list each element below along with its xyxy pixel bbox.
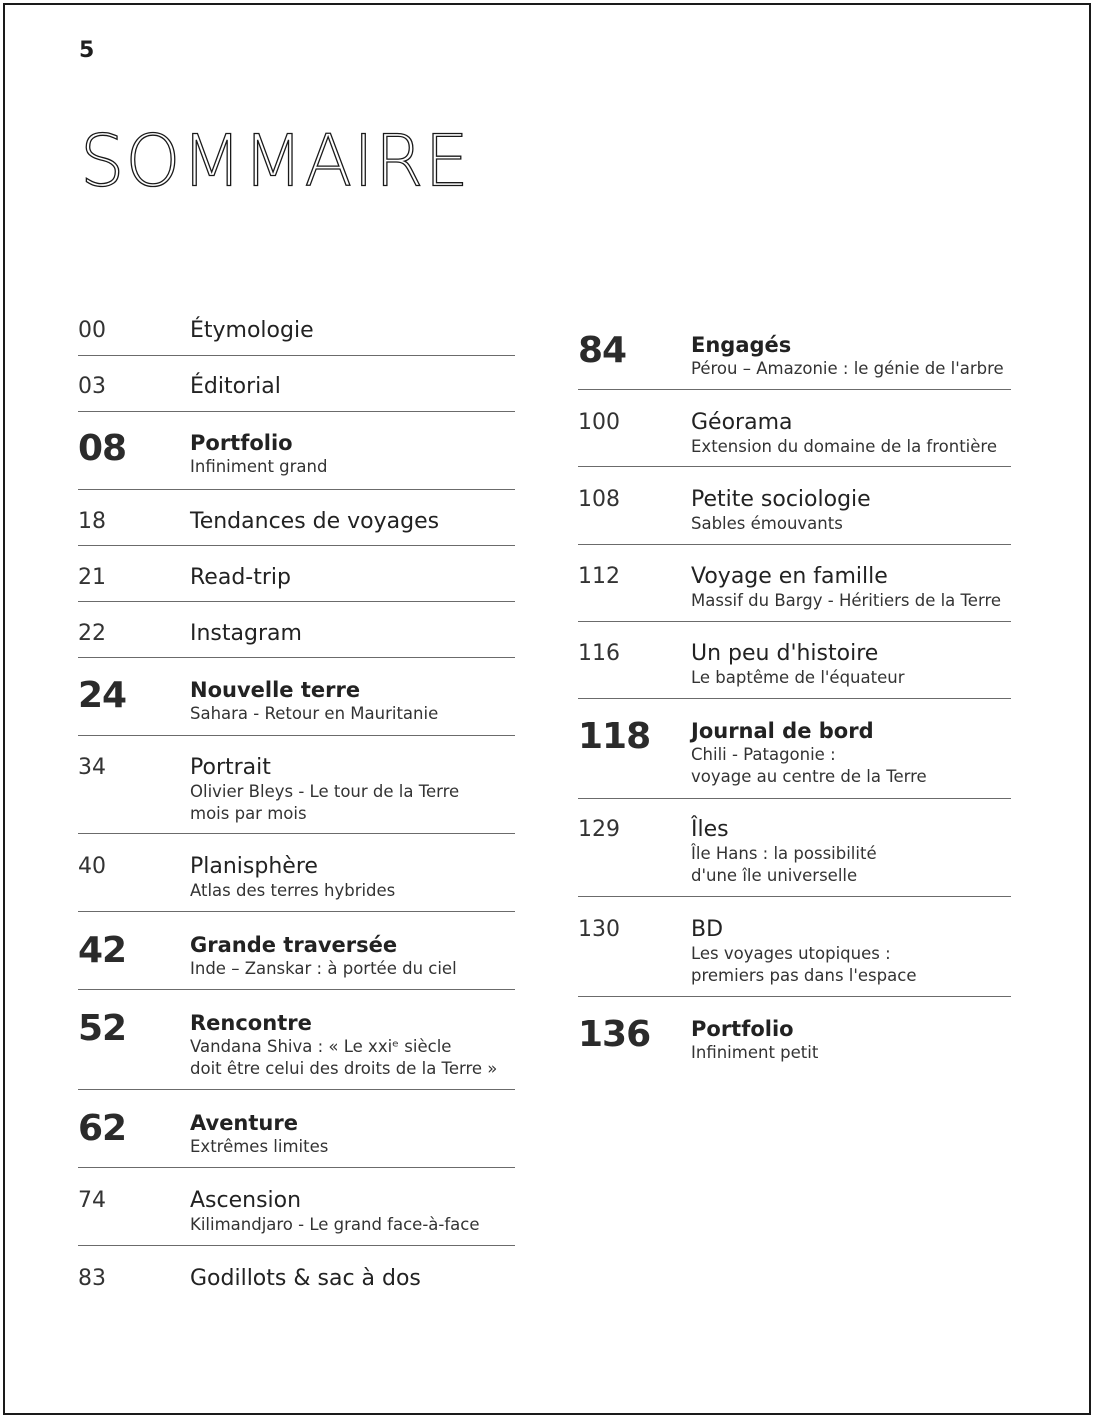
toc-page-number: 130 (578, 917, 620, 942)
toc-page-number: 116 (578, 641, 620, 666)
toc-entry-subtitle: Infiniment grand (190, 457, 328, 476)
toc-entry-subtitle: Sahara - Retour en Mauritanie (190, 704, 439, 723)
toc-entry-title: Grande traversée (190, 933, 398, 957)
toc-entry-title: Read-trip (190, 565, 291, 590)
toc-entry (78, 854, 515, 912)
toc-entry-title: Portrait (190, 755, 271, 780)
toc-entry-title: Rencontre (190, 1011, 312, 1035)
toc-page-number: 21 (78, 565, 106, 590)
toc-page-number: 84 (578, 330, 627, 371)
toc-entry-text (190, 1010, 497, 1080)
toc-page-number: 100 (578, 410, 620, 435)
toc-entry-text (190, 1188, 480, 1236)
toc-page-number: 03 (78, 374, 106, 399)
toc-page-number: 34 (78, 755, 106, 780)
toc-entry-text (691, 487, 871, 535)
toc-page-number: 136 (578, 1014, 651, 1055)
toc-entry-title: Aventure (190, 1111, 298, 1135)
toc-entry-subtitle: Île Hans : la possibilité (691, 844, 877, 863)
toc-entry (578, 410, 1011, 467)
toc-page-number: 42 (78, 930, 127, 971)
toc-entry-title: Voyage en famille (691, 564, 888, 589)
toc-page-number: 24 (78, 675, 127, 716)
toc-page-number: 40 (78, 854, 106, 879)
toc-entry-text (691, 917, 916, 987)
toc-entry-text (190, 430, 327, 478)
toc-entry (78, 677, 515, 736)
toc-entry-subtitle: Les voyages utopiques : (691, 944, 891, 963)
toc-entry-subtitle: Pérou – Amazonie : le génie de l'arbre (691, 359, 1004, 378)
toc-entry-text (691, 564, 1001, 612)
toc-entry-subtitle: Chili - Patagonie : (691, 745, 836, 764)
toc-entry-title: Tendances de voyages (190, 509, 440, 534)
toc-page-number: 129 (578, 817, 620, 842)
toc-page-number: 08 (78, 428, 127, 469)
toc-entry (78, 932, 515, 990)
toc-entry-subtitle: Olivier Bleys - Le tour de la Terre (190, 782, 460, 801)
toc-entry-text (190, 1266, 421, 1292)
toc-entry-subtitle: Inde – Zanskar : à portée du ciel (190, 959, 457, 978)
toc-entry (578, 917, 1011, 997)
toc-entry-subtitle: Kilimandjaro - Le grand face-à-face (190, 1215, 480, 1234)
toc-entry-subtitle: voyage au centre de la Terre (691, 767, 927, 786)
toc-page-number: 83 (78, 1266, 106, 1291)
toc-entry-title: Étymologie (190, 318, 314, 343)
toc-entry (578, 564, 1011, 622)
toc-entry (78, 1110, 515, 1168)
toc-entry-title: Planisphère (190, 854, 318, 879)
toc-entry (78, 430, 515, 490)
toc-entry-text (691, 1016, 818, 1064)
page-title-text: SOMMAIRE (80, 119, 470, 203)
toc-page-number: 18 (78, 509, 106, 534)
toc-entry-title: Éditorial (190, 374, 281, 399)
toc-entry-text (691, 332, 1004, 380)
toc-entry-title: Portfolio (691, 1017, 794, 1041)
toc-entry-subtitle: d'une île universelle (691, 866, 858, 885)
toc-entry-title: Ascension (190, 1188, 302, 1213)
toc-entry-subtitle: Extrêmes limites (190, 1137, 329, 1156)
toc-entry (578, 718, 1011, 799)
toc-page-number: 22 (78, 621, 106, 646)
toc-page-number: 112 (578, 564, 620, 589)
toc-page-number: 62 (78, 1108, 127, 1149)
toc-entry-text (190, 374, 281, 400)
toc-entry-title: Godillots & sac à dos (190, 1266, 421, 1291)
toc-entry-text (691, 817, 877, 887)
toc-entry (78, 755, 515, 834)
toc-entry (578, 1014, 1011, 1062)
toc-entry-title: BD (691, 917, 724, 942)
toc-entry (78, 509, 515, 546)
toc-entry-subtitle: premiers pas dans l'espace (691, 966, 917, 985)
toc-entry-text (691, 718, 927, 788)
toc-entry-title: Journal de bord (691, 719, 874, 743)
toc-page-number: 00 (78, 318, 106, 343)
page-number: 5 (79, 38, 95, 63)
toc-entry-text (190, 755, 459, 825)
toc-entry-subtitle: Atlas des terres hybrides (190, 881, 396, 900)
toc-entry (578, 641, 1011, 699)
toc-entry-subtitle: Extension du domaine de la frontière (691, 437, 997, 456)
toc-entry-title: Un peu d'histoire (691, 641, 879, 666)
toc-entry-subtitle: Le baptême de l'équateur (691, 668, 905, 687)
toc-entry (78, 374, 515, 412)
toc-entry-subtitle: Massif du Bargy - Héritiers de la Terre (691, 591, 1002, 610)
toc-entry (78, 621, 515, 658)
toc-entry-title: Nouvelle terre (190, 678, 361, 702)
toc-entry-title: Îles (691, 817, 729, 842)
toc-entry-text (190, 1110, 328, 1158)
toc-entry-title: Petite sociologie (691, 487, 871, 512)
toc-entry (578, 817, 1011, 897)
toc-entry-subtitle: Vandana Shiva : « Le xxiᵉ siècle (190, 1037, 452, 1056)
toc-entry-text (190, 509, 439, 535)
toc-page-number: 108 (578, 487, 620, 512)
toc-entry-text (190, 565, 291, 591)
toc-entry-text (190, 854, 395, 902)
toc-entry-subtitle: doit être celui des droits de la Terre » (190, 1059, 498, 1078)
toc-entry-title: Engagés (691, 333, 792, 357)
toc-entry-subtitle: Sables émouvants (691, 514, 843, 533)
toc-page-number: 52 (78, 1008, 127, 1049)
page-title (80, 119, 470, 203)
toc-entry-text (190, 677, 438, 725)
toc-entry (78, 1010, 515, 1090)
toc-entry-text (691, 410, 997, 458)
toc-entry-title: Instagram (190, 621, 302, 646)
toc-entry-title: Portfolio (190, 431, 293, 455)
toc-entry (78, 1266, 515, 1306)
toc-entry-text (190, 932, 457, 980)
toc-entry-text (190, 318, 314, 344)
toc-entry-text (691, 641, 905, 689)
toc-entry-subtitle: mois par mois (190, 804, 307, 823)
toc-entry (78, 1188, 515, 1246)
toc-page-number: 118 (578, 716, 651, 757)
toc-page-number: 74 (78, 1188, 106, 1213)
toc-entry (578, 332, 1011, 390)
toc-entry (578, 487, 1011, 545)
toc-entry-subtitle: Infiniment petit (691, 1043, 819, 1062)
toc-entry-text (190, 621, 302, 647)
toc-entry (78, 565, 515, 602)
toc-entry (78, 318, 515, 356)
toc-entry-title: Géorama (691, 410, 793, 435)
